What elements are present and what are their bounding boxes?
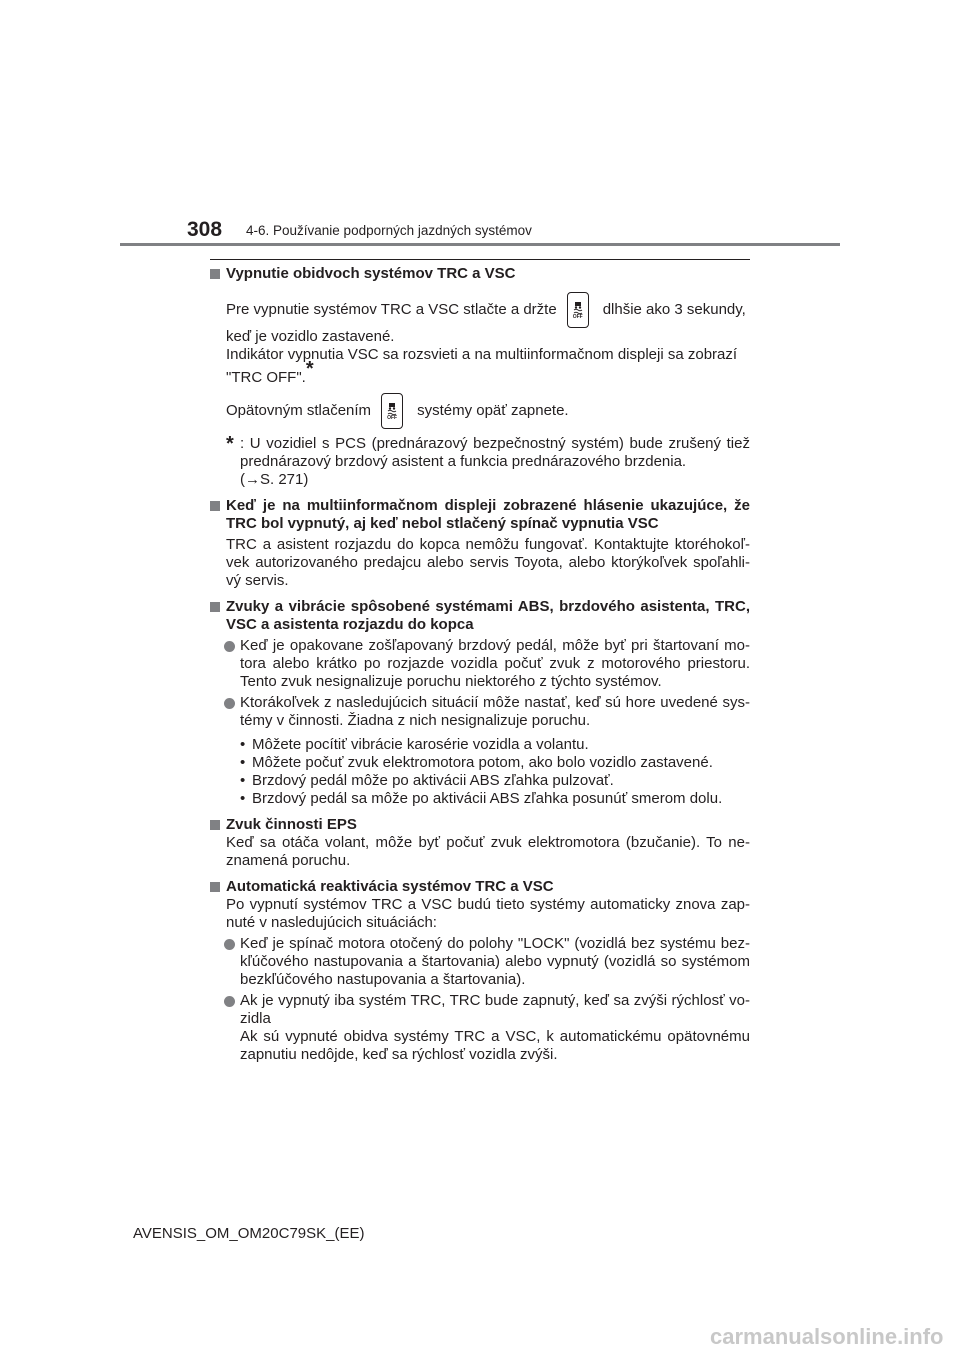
square-bullet-icon (210, 602, 220, 612)
sub-list-item: • Môžete pocítiť vibrácie karosérie vozidla a volantu. (240, 736, 589, 753)
heading-trc-message: Keď je na multiinformačnom displeji zobrazené hlásenie ukazujúce, že TRC bol vypnutý, aj keď nebol stlačený spínač vypnutia VSC (210, 497, 750, 533)
vsc-off-switch-icon: OFF (381, 393, 403, 429)
heading-auto-reactivation: Automatická reaktivácia systémov TRC a VSC (210, 878, 750, 896)
round-bullet-icon (224, 996, 235, 1007)
paragraph-vehicle-stopped: keď je vozidlo zastavené. (226, 328, 395, 345)
square-bullet-icon (210, 882, 220, 892)
heading-disable-trc-vsc: Vypnutie obidvoch systémov TRC a VSC (210, 265, 750, 283)
content-rule (210, 259, 750, 260)
round-bullet-icon (224, 698, 235, 709)
round-bullet-icon (224, 641, 235, 652)
square-bullet-icon (210, 269, 220, 279)
sub-list-item: • Brzdový pedál môže po aktivácii ABS zľahka pulzovať. (240, 772, 614, 789)
paragraph-contact-dealer: TRC a asistent rozjazdu do kopca nemôžu fungovať. Kontaktujte ktoréhokoľ-vek autorizovaného predajcu alebo servis Toyota, alebo ktorýkoľvek spoľahli-vý servis. (226, 536, 750, 589)
footnote-star: * (226, 433, 234, 455)
page-number: 308 (187, 218, 223, 241)
list-item: Ktorákoľvek z nasledujúcich situácií môže nastať, keď sú hore uvedené sys-témy v činnosti. Žiadna z nich nesignalizuje poruchu. (210, 694, 750, 730)
paragraph-press-hold: Pre vypnutie systémov TRC a VSC stlačte a držte OFF dlhšie ako 3 sekundy, (210, 292, 750, 328)
round-bullet-icon (224, 939, 235, 950)
list-item: Keď je opakovane zošľapovaný brzdový pedál, môže byť pri štartovaní mo-tora alebo krátko po rozjazde vozidla počuť zvuk z motorového priestoru. Tento zvuk nesignalizuje poruchu niektorého z týchto systémov. (210, 637, 750, 691)
section-title: 4-6. Používanie podporných jazdných systémov (246, 223, 532, 238)
vsc-off-switch-icon: OFF (567, 292, 589, 328)
footnote-ref: (→S. 271) (240, 471, 309, 488)
heading-sounds-vibrations: Zvuky a vibrácie spôsobené systémami ABS, brzdového asistenta, TRC, VSC a asistenta rozjazdu do kopca (210, 598, 750, 634)
paragraph-reactivation: Po vypnutí systémov TRC a VSC budú tieto systémy automaticky znova zap-nuté v nasledujúcich situáciách: (226, 896, 750, 931)
heading-eps-sound: Zvuk činnosti EPS (210, 816, 750, 834)
list-item: Keď je spínač motora otočený do polohy "LOCK" (vozidlá bez systému bez-kľúčového nastupovania a štartovania) alebo vypnutý (vozidlá so systémom bezkľúčového nastupovania a štartovania). (210, 935, 750, 989)
watermark: carmanualsonline.info (710, 1324, 944, 1349)
footnote: * : U vozidiel s PCS (prednárazový bezpečnostný systém) bude zrušený tiež prednárazový brzdový asistent a funkcia prednárazového brzdenia. (→S. 271) (226, 433, 750, 488)
header-rule (120, 243, 840, 246)
paragraph-press-again: Opätovným stlačením OFF systémy opäť zapnete. (210, 393, 750, 429)
sub-list (210, 736, 750, 808)
square-bullet-icon (210, 501, 220, 511)
square-bullet-icon (210, 820, 220, 830)
sub-list-item: • Brzdový pedál sa môže po aktivácii ABS zľahka posunúť smerom dolu. (240, 790, 723, 807)
paragraph-indicator: Indikátor vypnutia VSC sa rozsvieti a na multiinformačnom displeji sa zobrazí (226, 346, 738, 363)
paragraph-eps: Keď sa otáča volant, môže byť počuť zvuk elektromotora (bzučanie). To ne-znamená poruchu. (226, 834, 750, 869)
document-code: AVENSIS_OM_OM20C79SK_(EE) (133, 1225, 365, 1242)
sub-list-item: • Môžete počuť zvuk elektromotora potom, ako bolo vozidlo zastavené. (240, 754, 713, 771)
list-item: Ak je vypnutý iba systém TRC, TRC bude zapnutý, keď sa zvýši rýchlosť vo-zidla Ak sú vypnuté obidva systémy TRC a VSC, k automatickému opätovnému zapnutiu nedôjde, keď sa rýchlosť vozidla zvýši. (210, 992, 750, 1064)
content (210, 265, 750, 1064)
paragraph-trc-off: "TRC OFF".* (226, 358, 314, 386)
footnote-star: * (305, 358, 314, 380)
